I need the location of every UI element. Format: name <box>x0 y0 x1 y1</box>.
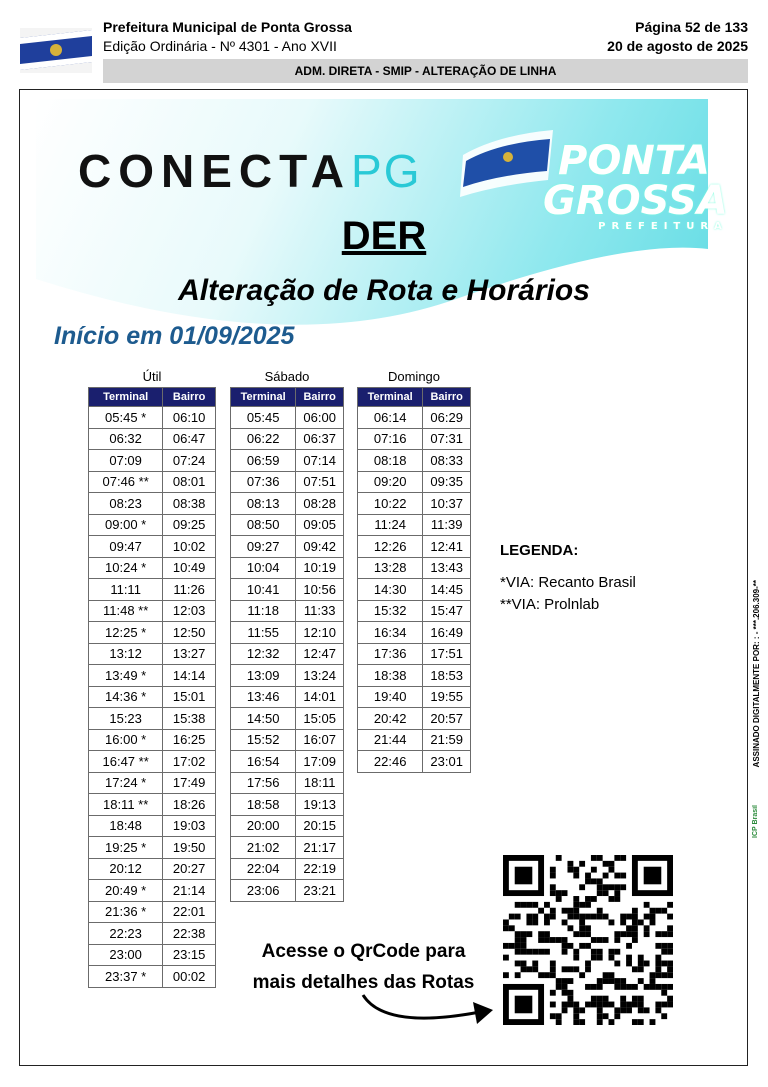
bairro-time: 15:05 <box>296 708 344 730</box>
column-header: Bairro <box>296 388 344 407</box>
terminal-time: 22:46 <box>358 751 423 773</box>
table-row <box>358 622 471 644</box>
table-row <box>89 923 216 945</box>
table-row <box>358 579 471 601</box>
coat-of-arms-icon <box>20 28 92 73</box>
bairro-time: 11:26 <box>163 579 216 601</box>
bairro-time: 15:01 <box>163 686 216 708</box>
table-row <box>231 557 344 579</box>
bairro-time: 09:05 <box>296 514 344 536</box>
bairro-time: 22:38 <box>163 923 216 945</box>
bairro-time: 15:38 <box>163 708 216 730</box>
signature-text: ASSINADO DIGITALMENTE POR: : - ***.206.309-** <box>752 580 761 768</box>
bairro-time: 08:01 <box>163 471 216 493</box>
edition-info: Edição Ordinária - Nº 4301 - Ano XVII <box>103 38 337 54</box>
table-row <box>89 557 216 579</box>
table-row <box>231 729 344 751</box>
bairro-time: 10:19 <box>296 557 344 579</box>
signature-stamp <box>752 580 766 790</box>
bairro-time: 23:15 <box>163 944 216 966</box>
table-row <box>89 729 216 751</box>
page-subtitle: Alteração de Rota e Horários <box>178 274 590 307</box>
column-header: Terminal <box>358 388 423 407</box>
bairro-time: 12:50 <box>163 622 216 644</box>
bairro-time: 11:33 <box>296 600 344 622</box>
terminal-time: 22:23 <box>89 923 163 945</box>
column-header: Bairro <box>423 388 471 407</box>
table-row <box>231 837 344 859</box>
table-row <box>89 665 216 687</box>
bairro-time: 19:03 <box>163 815 216 837</box>
bairro-time: 17:09 <box>296 751 344 773</box>
terminal-time: 13:09 <box>231 665 296 687</box>
terminal-time: 20:00 <box>231 815 296 837</box>
terminal-time: 13:12 <box>89 643 163 665</box>
terminal-time: 06:32 <box>89 428 163 450</box>
terminal-time: 11:24 <box>358 514 423 536</box>
table-row <box>89 622 216 644</box>
table-row <box>89 815 216 837</box>
table-row <box>231 643 344 665</box>
terminal-time: 15:23 <box>89 708 163 730</box>
qr-line-1: Acesse o QrCode para <box>261 941 466 962</box>
bairro-time: 08:38 <box>163 493 216 515</box>
terminal-time: 07:36 <box>231 471 296 493</box>
conecta-text: CONECTA <box>78 145 352 197</box>
conectapg-logo <box>78 144 422 198</box>
bairro-time: 09:35 <box>423 471 471 493</box>
bairro-time: 10:02 <box>163 536 216 558</box>
conecta-pg-text: PG <box>351 145 422 197</box>
bairro-time: 20:15 <box>296 815 344 837</box>
bairro-time: 20:27 <box>163 858 216 880</box>
bairro-time: 22:19 <box>296 858 344 880</box>
table-row <box>231 407 344 429</box>
bairro-time: 06:37 <box>296 428 344 450</box>
terminal-time: 15:32 <box>358 600 423 622</box>
table-row <box>231 471 344 493</box>
terminal-time: 22:04 <box>231 858 296 880</box>
terminal-time: 09:47 <box>89 536 163 558</box>
icp-text: ICP Brasil <box>752 805 759 838</box>
terminal-time: 21:02 <box>231 837 296 859</box>
terminal-time: 18:11 ** <box>89 794 163 816</box>
table-row <box>358 708 471 730</box>
pg-logo-line1: PONTA <box>558 138 710 184</box>
bairro-time: 10:49 <box>163 557 216 579</box>
table-row <box>89 643 216 665</box>
bairro-time: 16:49 <box>423 622 471 644</box>
bairro-time: 12:41 <box>423 536 471 558</box>
qr-instructions <box>226 936 501 998</box>
terminal-time: 13:28 <box>358 557 423 579</box>
table-row <box>231 858 344 880</box>
terminal-time: 07:46 ** <box>89 471 163 493</box>
bairro-time: 23:01 <box>423 751 471 773</box>
table-row <box>231 579 344 601</box>
terminal-time: 06:22 <box>231 428 296 450</box>
terminal-time: 10:41 <box>231 579 296 601</box>
terminal-time: 06:14 <box>358 407 423 429</box>
legend-item-2: **VIA: Prolnlab <box>500 596 600 613</box>
pg-logo-line2: GROSSA <box>543 178 728 224</box>
start-date: Início em 01/09/2025 <box>54 322 295 350</box>
table-row <box>358 450 471 472</box>
table-row <box>358 428 471 450</box>
caption-sabado: Sábado <box>264 369 310 384</box>
table-row <box>89 686 216 708</box>
table-row <box>89 600 216 622</box>
qr-code-icon[interactable] <box>503 855 673 1025</box>
terminal-time: 16:47 ** <box>89 751 163 773</box>
terminal-time: 11:48 ** <box>89 600 163 622</box>
bairro-time: 07:14 <box>296 450 344 472</box>
schedule-table-util <box>88 387 216 988</box>
table-row <box>89 966 216 988</box>
schedule-table-domingo <box>357 387 471 773</box>
legend <box>500 540 636 616</box>
terminal-time: 16:34 <box>358 622 423 644</box>
terminal-time: 05:45 * <box>89 407 163 429</box>
table-row <box>231 815 344 837</box>
bairro-time: 14:45 <box>423 579 471 601</box>
bairro-time: 21:59 <box>423 729 471 751</box>
terminal-time: 20:42 <box>358 708 423 730</box>
bairro-time: 12:10 <box>296 622 344 644</box>
terminal-time: 14:36 * <box>89 686 163 708</box>
terminal-time: 12:32 <box>231 643 296 665</box>
terminal-time: 12:26 <box>358 536 423 558</box>
legend-title: LEGENDA: <box>500 542 579 559</box>
bairro-time: 06:29 <box>423 407 471 429</box>
bairro-time: 08:33 <box>423 450 471 472</box>
terminal-time: 10:04 <box>231 557 296 579</box>
terminal-time: 11:11 <box>89 579 163 601</box>
table-row <box>89 471 216 493</box>
terminal-time: 05:45 <box>231 407 296 429</box>
terminal-time: 09:27 <box>231 536 296 558</box>
table-row <box>231 880 344 902</box>
table-row <box>89 751 216 773</box>
table-row <box>89 708 216 730</box>
table-row <box>231 536 344 558</box>
table-row <box>358 557 471 579</box>
bairro-time: 06:10 <box>163 407 216 429</box>
table-row <box>231 708 344 730</box>
bairro-time: 11:39 <box>423 514 471 536</box>
terminal-time: 08:23 <box>89 493 163 515</box>
column-header: Terminal <box>231 388 296 407</box>
bairro-time: 18:53 <box>423 665 471 687</box>
table-row <box>89 794 216 816</box>
table-row <box>89 428 216 450</box>
terminal-time: 07:09 <box>89 450 163 472</box>
terminal-time: 23:37 * <box>89 966 163 988</box>
table-row <box>358 493 471 515</box>
column-header: Bairro <box>163 388 216 407</box>
bairro-time: 18:26 <box>163 794 216 816</box>
bairro-time: 19:50 <box>163 837 216 859</box>
bairro-time: 19:13 <box>296 794 344 816</box>
table-row <box>231 686 344 708</box>
column-header: Terminal <box>89 388 163 407</box>
bairro-time: 10:37 <box>423 493 471 515</box>
terminal-time: 19:25 * <box>89 837 163 859</box>
terminal-time: 08:18 <box>358 450 423 472</box>
table-row <box>89 536 216 558</box>
terminal-time: 11:18 <box>231 600 296 622</box>
table-row <box>358 686 471 708</box>
table-row <box>231 665 344 687</box>
terminal-time: 14:50 <box>231 708 296 730</box>
legend-item-1: *VIA: Recanto Brasil <box>500 574 636 591</box>
bairro-time: 06:00 <box>296 407 344 429</box>
table-row <box>231 772 344 794</box>
table-row <box>89 880 216 902</box>
terminal-time: 21:44 <box>358 729 423 751</box>
table-row <box>89 901 216 923</box>
table-row <box>358 729 471 751</box>
bairro-time: 13:43 <box>423 557 471 579</box>
terminal-time: 20:49 * <box>89 880 163 902</box>
terminal-time: 17:36 <box>358 643 423 665</box>
bairro-time: 15:47 <box>423 600 471 622</box>
bairro-time: 20:57 <box>423 708 471 730</box>
terminal-time: 18:58 <box>231 794 296 816</box>
table-row <box>231 450 344 472</box>
bairro-time: 14:01 <box>296 686 344 708</box>
terminal-time: 10:24 * <box>89 557 163 579</box>
bairro-time: 13:27 <box>163 643 216 665</box>
bairro-time: 17:51 <box>423 643 471 665</box>
table-row <box>231 751 344 773</box>
page-number: Página 52 de 133 <box>635 19 748 35</box>
terminal-time: 16:54 <box>231 751 296 773</box>
table-row <box>89 837 216 859</box>
bairro-time: 13:24 <box>296 665 344 687</box>
table-row <box>358 514 471 536</box>
terminal-time: 14:30 <box>358 579 423 601</box>
bairro-time: 12:47 <box>296 643 344 665</box>
table-row <box>89 772 216 794</box>
terminal-time: 17:24 * <box>89 772 163 794</box>
terminal-time: 23:00 <box>89 944 163 966</box>
terminal-time: 21:36 * <box>89 901 163 923</box>
terminal-time: 15:52 <box>231 729 296 751</box>
table-row <box>89 944 216 966</box>
page-title: DER <box>341 214 427 258</box>
bairro-time: 09:25 <box>163 514 216 536</box>
terminal-time: 11:55 <box>231 622 296 644</box>
terminal-time: 19:40 <box>358 686 423 708</box>
schedule-table-sabado <box>230 387 344 902</box>
table-row <box>89 493 216 515</box>
table-row <box>358 536 471 558</box>
table-row <box>231 493 344 515</box>
terminal-time: 18:48 <box>89 815 163 837</box>
terminal-time: 06:59 <box>231 450 296 472</box>
terminal-time: 08:50 <box>231 514 296 536</box>
terminal-time: 09:00 * <box>89 514 163 536</box>
section-bar: ADM. DIRETA - SMIP - ALTERAÇÃO DE LINHA <box>103 59 748 83</box>
bairro-time: 18:11 <box>296 772 344 794</box>
pg-logo-sub: PREFEITURA <box>598 221 728 232</box>
terminal-time: 18:38 <box>358 665 423 687</box>
publication-date: 20 de agosto de 2025 <box>607 38 748 54</box>
terminal-time: 12:25 * <box>89 622 163 644</box>
terminal-time: 07:16 <box>358 428 423 450</box>
table-row <box>231 622 344 644</box>
table-row <box>89 858 216 880</box>
bairro-time: 10:56 <box>296 579 344 601</box>
terminal-time: 13:46 <box>231 686 296 708</box>
table-row <box>231 600 344 622</box>
bairro-time: 22:01 <box>163 901 216 923</box>
arrow-icon <box>355 990 500 1035</box>
bairro-time: 17:49 <box>163 772 216 794</box>
bairro-time: 06:47 <box>163 428 216 450</box>
bairro-time: 12:03 <box>163 600 216 622</box>
bairro-time: 07:51 <box>296 471 344 493</box>
bairro-time: 21:17 <box>296 837 344 859</box>
qr-line-2: mais detalhes das Rotas <box>252 972 475 993</box>
icp-brasil-logo <box>752 805 766 838</box>
bairro-time: 09:42 <box>296 536 344 558</box>
table-row <box>358 665 471 687</box>
caption-util: Útil <box>142 369 162 384</box>
table-row <box>231 514 344 536</box>
table-row <box>231 428 344 450</box>
table-row <box>231 794 344 816</box>
terminal-time: 16:00 * <box>89 729 163 751</box>
terminal-time: 08:13 <box>231 493 296 515</box>
table-row <box>358 643 471 665</box>
terminal-time: 20:12 <box>89 858 163 880</box>
bairro-time: 19:55 <box>423 686 471 708</box>
bairro-time: 00:02 <box>163 966 216 988</box>
bairro-time: 23:21 <box>296 880 344 902</box>
terminal-time: 09:20 <box>358 471 423 493</box>
caption-domingo: Domingo <box>387 369 441 384</box>
table-row <box>358 407 471 429</box>
header-left <box>103 18 352 56</box>
table-row <box>89 450 216 472</box>
bairro-time: 07:24 <box>163 450 216 472</box>
table-row <box>358 471 471 493</box>
terminal-time: 23:06 <box>231 880 296 902</box>
table-row <box>89 514 216 536</box>
table-row <box>89 579 216 601</box>
header-right <box>607 18 748 56</box>
table-row <box>358 600 471 622</box>
bairro-time: 16:07 <box>296 729 344 751</box>
bairro-time: 21:14 <box>163 880 216 902</box>
org-name: Prefeitura Municipal de Ponta Grossa <box>103 19 352 35</box>
bairro-time: 16:25 <box>163 729 216 751</box>
terminal-time: 13:49 * <box>89 665 163 687</box>
table-row <box>358 751 471 773</box>
table-row <box>89 407 216 429</box>
bairro-time: 14:14 <box>163 665 216 687</box>
bairro-time: 07:31 <box>423 428 471 450</box>
bairro-time: 17:02 <box>163 751 216 773</box>
terminal-time: 17:56 <box>231 772 296 794</box>
bairro-time: 08:28 <box>296 493 344 515</box>
terminal-time: 10:22 <box>358 493 423 515</box>
